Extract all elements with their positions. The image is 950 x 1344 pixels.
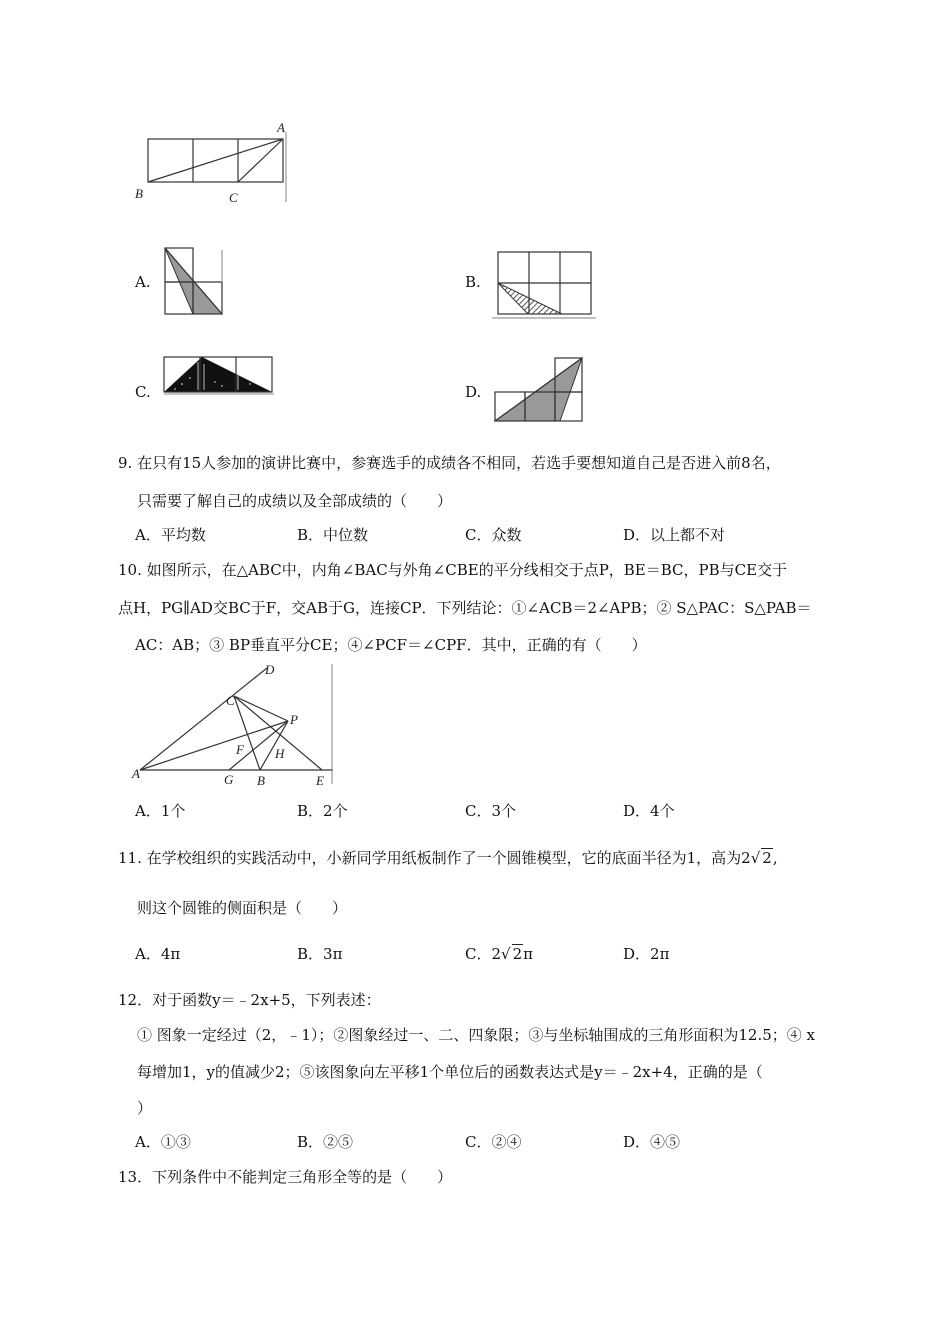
q9-option-c[interactable]: C．众数 xyxy=(465,526,522,544)
q11-stem-line1 xyxy=(118,847,778,868)
q10-option-b[interactable]: B．2个 xyxy=(297,802,348,820)
q10-geometry-figure xyxy=(130,660,345,790)
label-b: B xyxy=(257,773,265,788)
q12-stem-line2: ① 图象一定经过（2，﹣1）；②图象经过一、二、四象限；③与坐标轴围成的三角形面积为12.5；④ x xyxy=(137,1026,815,1044)
label-f: F xyxy=(236,742,244,757)
q8-option-c-figure xyxy=(160,354,278,396)
q10-option-c[interactable]: C．3个 xyxy=(465,802,517,820)
q11-stem-line2: 则这个圆锥的侧面积是（ ） xyxy=(137,899,348,917)
q8-option-b-figure xyxy=(490,248,600,322)
sqrt-symbol: √ xyxy=(501,945,511,963)
label-a: A xyxy=(132,766,140,781)
label-h: H xyxy=(275,746,285,761)
q10-stem-line2: 点H，PG∥AD交BC于F，交AB于G，连接CP．下列结论：①∠ACB＝2∠APB；② S△PAC：S△PAB＝ xyxy=(118,599,812,617)
label-c: C xyxy=(229,190,238,205)
q11-option-c-radicand: 2 xyxy=(512,945,523,963)
q8-option-b-label[interactable]: B. xyxy=(465,273,481,291)
label-g: G xyxy=(224,772,234,787)
q10-stem-line3: AC：AB；③ BP垂直平分CE；④∠PCF＝∠CPF．其中，正确的有（ ） xyxy=(135,636,647,654)
q10-stem-line1: 10. 如图所示，在△ABC中，内角∠BAC与外角∠CBE的平分线相交于点P，BE＝BC，PB与CE交于 xyxy=(118,561,788,579)
q12-stem-line3: 每增加1，y的值减少2；⑤该图象向左平移1个单位后的函数表达式是y＝﹣2x+4，正确的是（ xyxy=(137,1063,763,1081)
q9-stem-line1: 9. 在只有15人参加的演讲比赛中，参赛选手的成绩各不相同，若选手要想知道自己是否进入前8名， xyxy=(118,454,781,472)
q8-option-d-figure xyxy=(490,354,590,426)
q12-option-b[interactable]: B．②⑤ xyxy=(297,1133,354,1151)
q9-option-a[interactable]: A．平均数 xyxy=(135,526,206,544)
label-b: B xyxy=(135,186,143,201)
q11-stem-tail: , xyxy=(772,849,778,867)
segment-ab xyxy=(148,139,283,182)
q10-option-d[interactable]: D．4个 xyxy=(623,802,675,820)
segment-ac xyxy=(238,139,283,182)
q11-option-d[interactable]: D．2π xyxy=(623,945,670,963)
q8-option-c-label[interactable]: C. xyxy=(135,383,151,401)
q11-option-c-coef: 2 xyxy=(491,945,502,963)
q11-option-c-letter: C． xyxy=(465,945,492,963)
q12-option-d[interactable]: D．④⑤ xyxy=(623,1133,681,1151)
label-p: P xyxy=(290,712,298,727)
q12-option-c[interactable]: C．②④ xyxy=(465,1133,522,1151)
q11-radicand: 2 xyxy=(762,849,772,867)
label-c: C xyxy=(226,693,235,708)
q9-stem-line2: 只需要了解自己的成绩以及全部成绩的（ ） xyxy=(137,492,453,510)
q11-option-c-tail: π xyxy=(523,945,533,963)
line-ap xyxy=(140,721,288,770)
q8-option-a-label[interactable]: A. xyxy=(135,273,151,291)
q8-option-a-figure xyxy=(160,246,230,320)
q8-option-d-label[interactable]: D. xyxy=(465,383,482,401)
q11-option-a[interactable]: A．4π xyxy=(135,945,181,963)
label-e: E xyxy=(316,773,324,788)
label-d: D xyxy=(265,662,275,677)
q8-main-figure xyxy=(130,118,290,210)
q10-option-a[interactable]: A．1个 xyxy=(135,802,186,820)
q9-option-b[interactable]: B．中位数 xyxy=(297,526,369,544)
q13-stem-line1: 13．下列条件中不能判定三角形全等的是（ ） xyxy=(118,1168,453,1186)
q11-option-c[interactable] xyxy=(465,943,533,964)
q12-stem-line4: ） xyxy=(137,1099,153,1117)
q12-stem-line1: 12．对于函数y＝﹣2x+5，下列表述： xyxy=(118,991,381,1009)
label-a: A xyxy=(277,120,285,135)
q9-option-d[interactable]: D．以上都不对 xyxy=(623,526,726,544)
sqrt-symbol: √ xyxy=(750,849,761,867)
q11-option-b[interactable]: B．3π xyxy=(297,945,343,963)
q11-stem-text: 11. 在学校组织的实践活动中，小新同学用纸板制作了一个圆锥模型，它的底面半径为1，高为2 xyxy=(118,849,751,867)
q12-option-a[interactable]: A．①③ xyxy=(135,1133,191,1151)
